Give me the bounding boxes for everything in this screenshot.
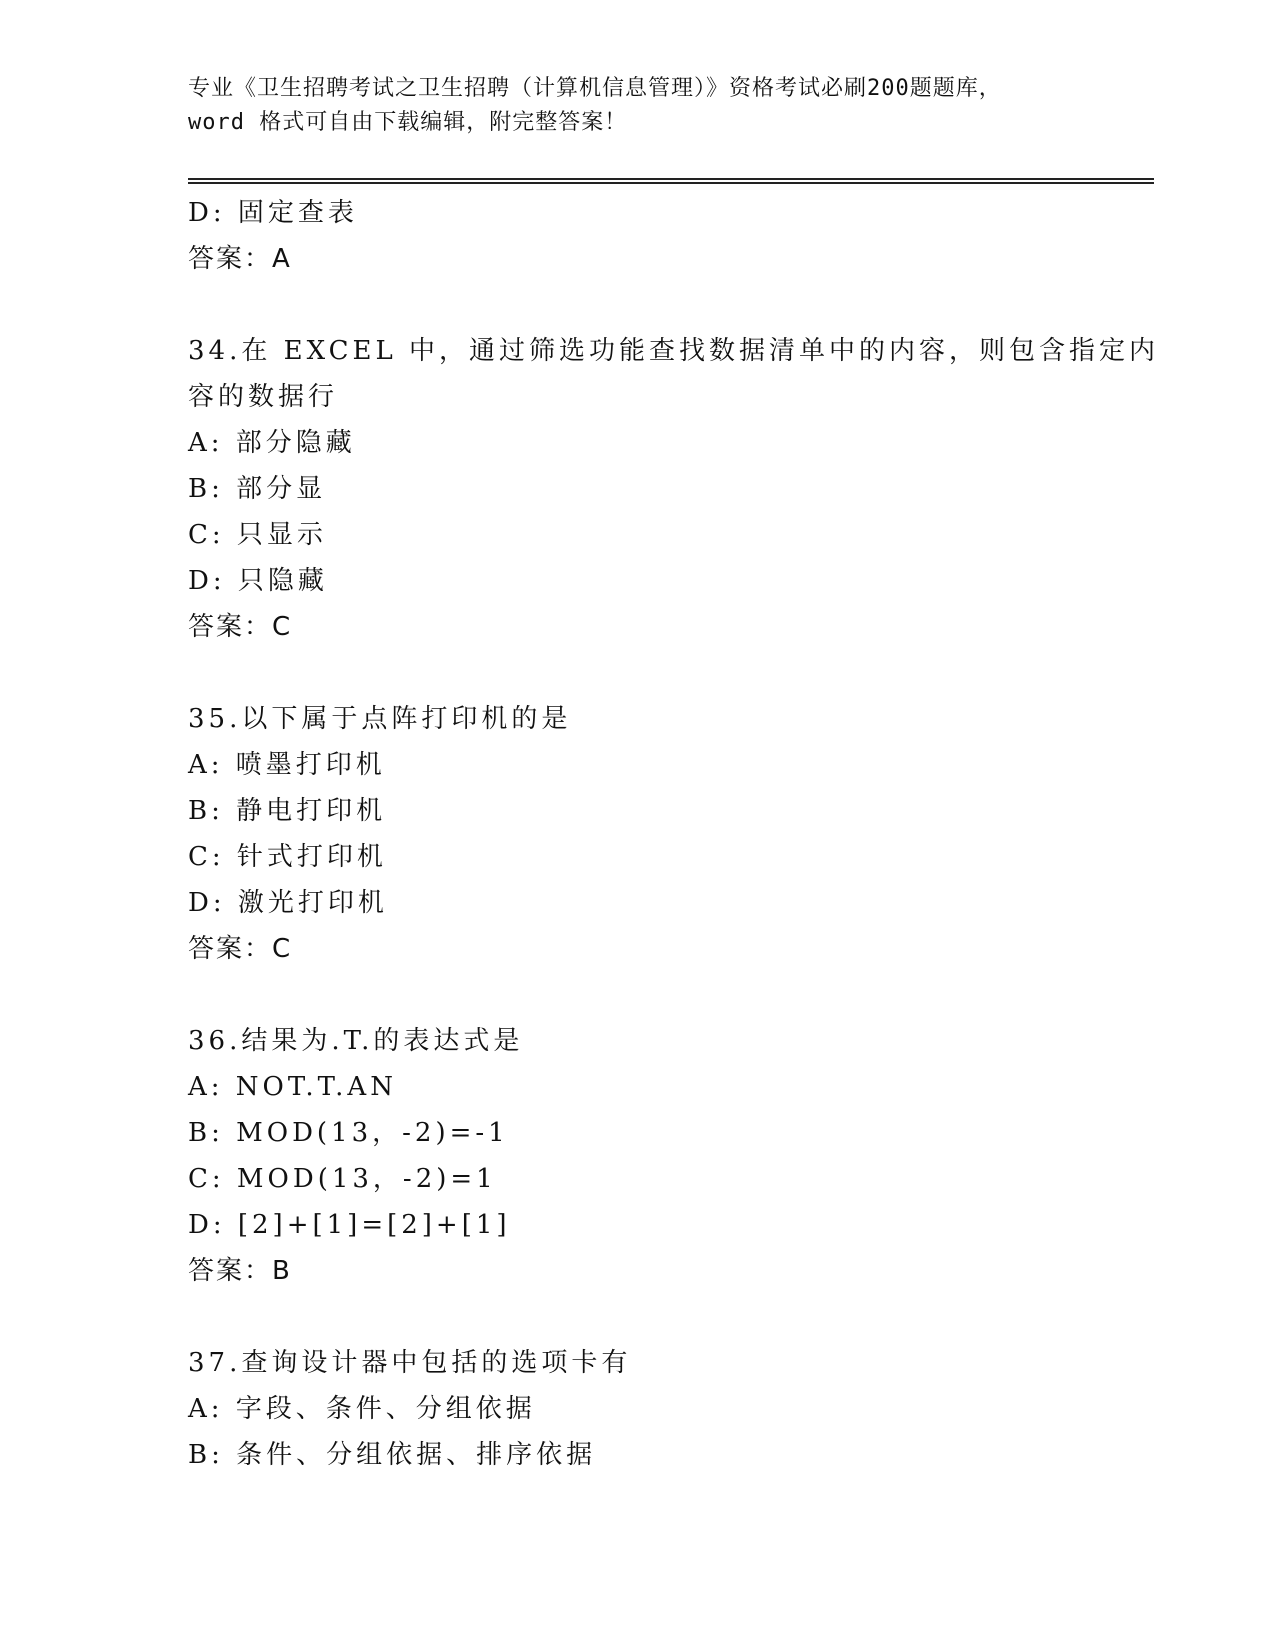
spacer	[188, 282, 1088, 328]
question-35	[188, 696, 1088, 972]
option-d: D: [2]+[1]=[2]+[1]	[188, 1210, 511, 1240]
question-title-continued: 容的数据行	[188, 382, 339, 412]
answer: 答案：C	[188, 612, 293, 642]
option-a: A: NOT.T.AN	[188, 1072, 397, 1102]
spacer	[188, 972, 1088, 1018]
question-34	[188, 328, 1160, 650]
option-c: C: MOD(13，-2)=1	[188, 1164, 497, 1194]
answer: 答案：B	[188, 1256, 292, 1286]
question-36	[188, 1018, 1088, 1294]
prev-question-answer: 答案：A	[188, 244, 292, 274]
prev-question-option-d: D: 固定查表	[188, 198, 358, 228]
header-title-line-1: 专业《卫生招聘考试之卫生招聘（计算机信息管理）》资格考试必刷200题题库，	[188, 76, 1002, 101]
option-b: B: MOD(13，-2)=-1	[188, 1118, 509, 1148]
question-list	[188, 190, 1160, 1478]
question-title: 37.查询设计器中包括的选项卡有	[188, 1348, 632, 1378]
question-37	[188, 1340, 1088, 1478]
question-title: 34.在 EXCEL 中，通过筛选功能查找数据清单中的内容，则包含指定内	[188, 336, 1160, 366]
option-b: B: 部分显	[188, 474, 327, 504]
header-title-line-2: word 格式可自由下载编辑，附完整答案！	[188, 110, 628, 135]
question-title: 35.以下属于点阵打印机的是	[188, 704, 572, 734]
spacer	[188, 650, 1088, 696]
option-d: D: 激光打印机	[188, 888, 388, 918]
option-c: C: 针式打印机	[188, 842, 387, 872]
option-a: A: 喷墨打印机	[188, 750, 386, 780]
option-a: A: 字段、条件、分组依据	[188, 1394, 536, 1424]
answer: 答案：C	[188, 934, 293, 964]
option-d: D: 只隐藏	[188, 566, 328, 596]
spacer	[188, 1294, 1088, 1340]
header-divider	[188, 178, 1154, 184]
option-a: A: 部分隐藏	[188, 428, 356, 458]
option-b: B: 静电打印机	[188, 796, 387, 826]
option-c: C: 只显示	[188, 520, 327, 550]
question-title: 36.结果为.T.的表达式是	[188, 1026, 524, 1056]
option-b: B: 条件、分组依据、排序依据	[188, 1440, 597, 1470]
document-header	[188, 72, 1088, 140]
